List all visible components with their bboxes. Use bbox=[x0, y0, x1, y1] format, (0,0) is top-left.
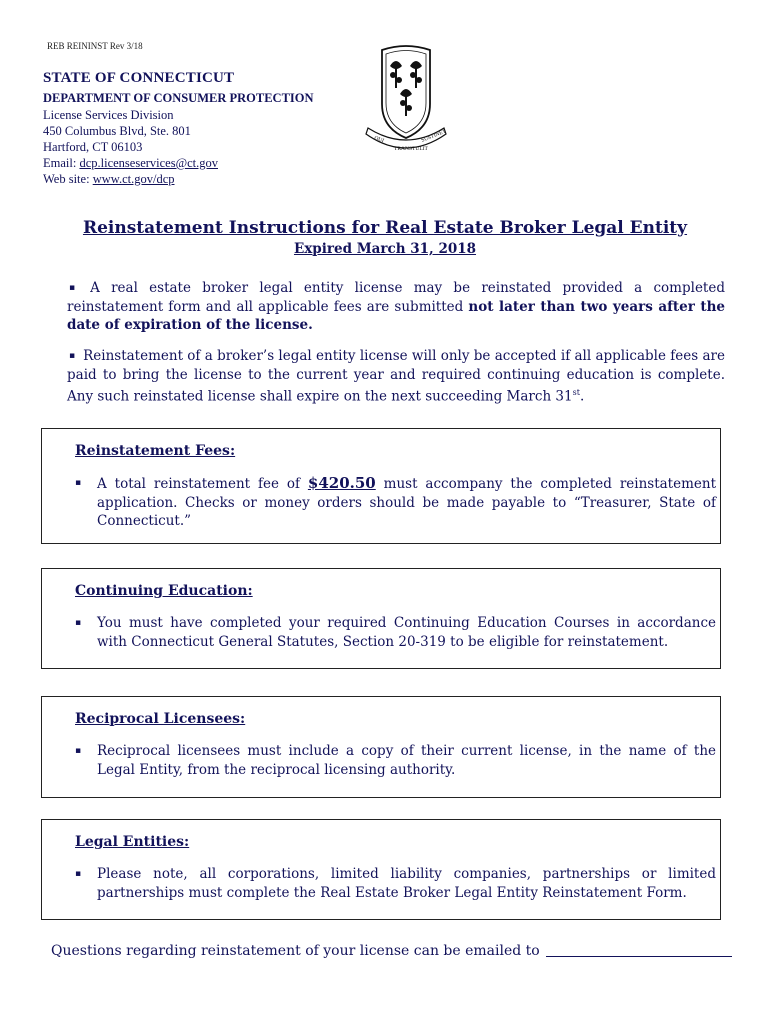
legal-entities-item bbox=[75, 865, 716, 902]
continuing-education-heading: Continuing Education: bbox=[75, 583, 253, 599]
website-label: Web site: bbox=[43, 172, 93, 186]
website-line bbox=[43, 172, 175, 187]
seal-motto-2: TRANSTULIT bbox=[394, 146, 428, 152]
website-link[interactable]: www.ct.gov/dcp bbox=[92, 172, 175, 186]
bullet-icon: ▪ bbox=[69, 283, 83, 293]
continuing-education-section bbox=[41, 568, 721, 669]
intro-paragraph-2 bbox=[67, 347, 725, 406]
legal-entities-text: Please note, all corporations, limited liability companies, partnerships or limited partnerships must complete the Real Estate Broker Legal Entity Reinstatement Form. bbox=[97, 866, 716, 901]
page-subtitle: Expired March 31, 2018 bbox=[293, 241, 477, 257]
paragraph-1-text: A real estate broker legal entity license may be reinstated provided a completed reinstatement form and all applicable fees are submitted bbox=[67, 280, 725, 315]
paragraph-2-superscript: st bbox=[572, 388, 580, 397]
bullet-icon: ▪ bbox=[75, 618, 82, 628]
email-label: Email: bbox=[43, 156, 80, 170]
paragraph-1-emphasis: not later than two years after the date of expiration of the license. bbox=[67, 298, 725, 333]
reciprocal-section bbox=[41, 696, 721, 798]
fee-amount: $420.50 bbox=[307, 474, 376, 492]
fees-heading: Reinstatement Fees: bbox=[75, 443, 236, 459]
paragraph-2-end: . bbox=[579, 388, 585, 405]
fees-text-before: A total reinstatement fee of bbox=[97, 476, 308, 492]
paragraph-2-text: Reinstatement of a broker’s legal entity license will only be accepted if all applicable fees are paid to bring the license to the current year and required continuing education is complete. Any such reinstated license shall expire on the next succeeding March 31 bbox=[67, 348, 725, 405]
questions-line bbox=[51, 942, 732, 959]
reciprocal-text: Reciprocal licensees must include a copy of their current license, in the name of the Legal Entity, from the reciprocal licensing authority. bbox=[97, 743, 716, 778]
vine-icon bbox=[390, 61, 422, 116]
questions-text: Questions regarding reinstatement of your license can be emailed to bbox=[51, 943, 545, 959]
reciprocal-heading: Reciprocal Licensees: bbox=[75, 711, 246, 727]
bullet-icon: ▪ bbox=[75, 869, 82, 879]
email-link[interactable]: dcp.licenseservices@ct.gov bbox=[79, 156, 218, 170]
page-title: Reinstatement Instructions for Real Estate Broker Legal Entity bbox=[82, 218, 688, 238]
form-code: REB REININST Rev 3/18 bbox=[47, 41, 143, 51]
intro-paragraph-1 bbox=[67, 279, 725, 335]
legal-entities-section bbox=[41, 819, 721, 920]
fees-text-after: must accompany the completed reinstatement application. Checks or money orders should be made payable to “Treasurer, State of Connecticut.” bbox=[97, 476, 716, 529]
agency-state: STATE OF CONNECTICUT bbox=[43, 70, 235, 86]
email-line bbox=[43, 156, 218, 171]
seal-motto-3: SUSTINET bbox=[420, 128, 447, 144]
continuing-education-text: You must have completed your required Continuing Education Courses in accordance with Connecticut General Statutes, Section 20-319 to be eligible for reinstatement. bbox=[97, 615, 716, 650]
fees-section bbox=[41, 428, 721, 544]
fees-item bbox=[75, 474, 716, 531]
bullet-icon: ▪ bbox=[75, 746, 82, 756]
bullet-icon: ▪ bbox=[69, 351, 76, 361]
email-blank-field[interactable] bbox=[546, 942, 732, 957]
agency-division: License Services Division bbox=[43, 108, 174, 122]
seal-motto-1: QUI bbox=[373, 135, 385, 145]
agency-address-line1: 450 Columbus Blvd, Ste. 801 bbox=[43, 124, 191, 138]
bullet-icon: ▪ bbox=[75, 478, 82, 488]
agency-department: DEPARTMENT OF CONSUMER PROTECTION bbox=[43, 91, 314, 105]
legal-entities-heading: Legal Entities: bbox=[75, 834, 190, 850]
continuing-education-item bbox=[75, 614, 716, 651]
agency-address-line2: Hartford, CT 06103 bbox=[43, 140, 143, 154]
state-seal-image bbox=[360, 42, 452, 160]
reciprocal-item bbox=[75, 742, 716, 779]
